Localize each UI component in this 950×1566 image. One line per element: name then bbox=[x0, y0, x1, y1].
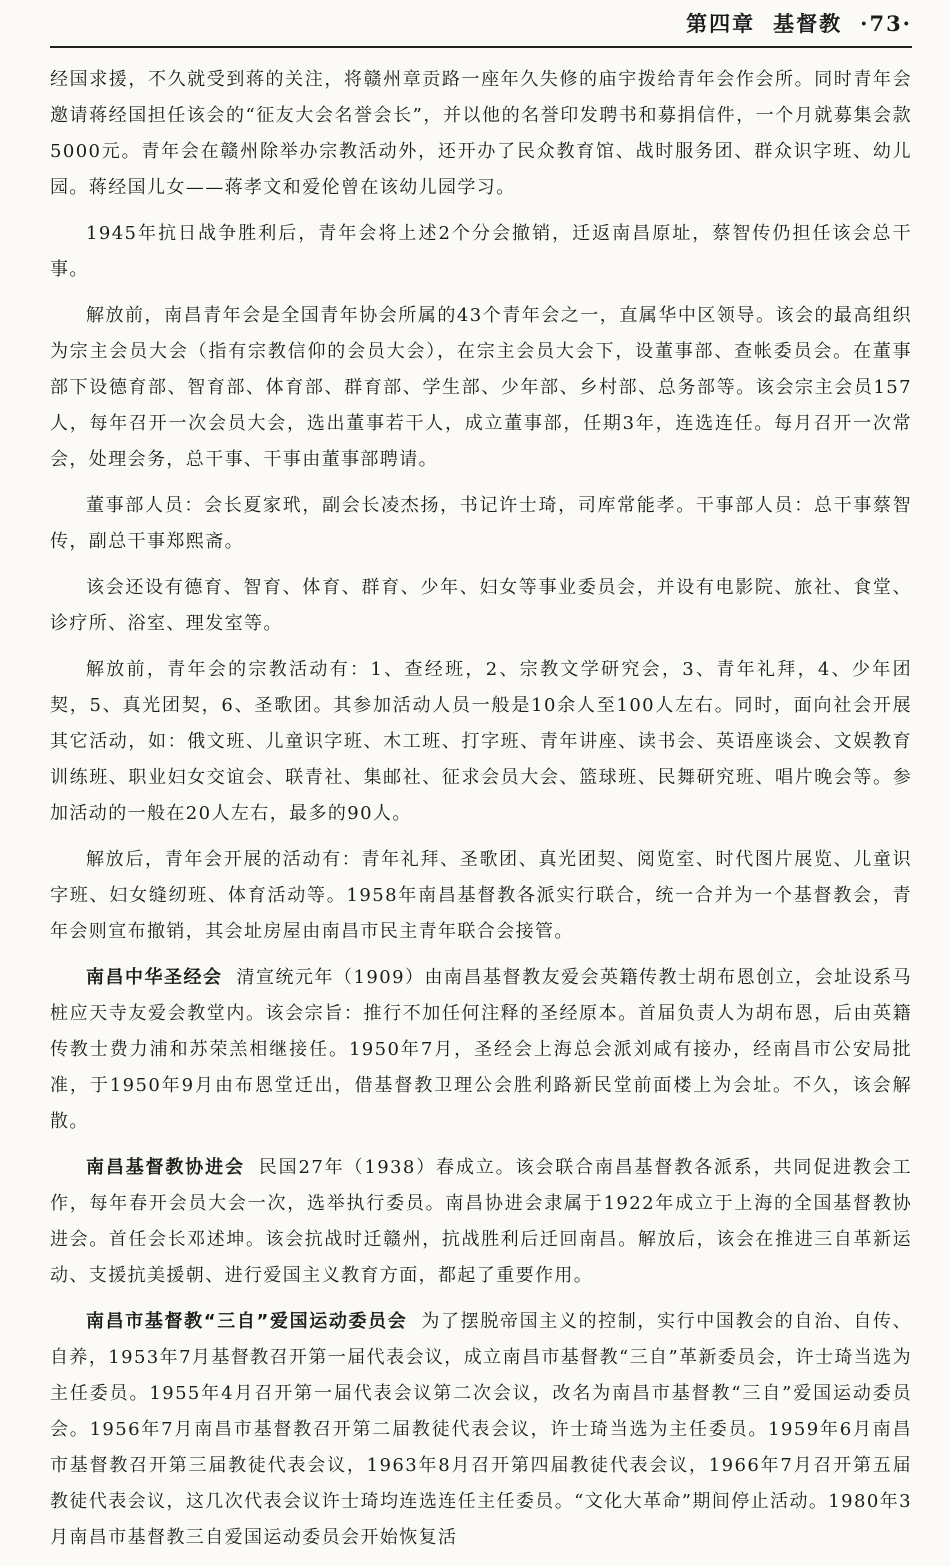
section-paragraph bbox=[50, 960, 912, 1140]
page-body bbox=[50, 62, 912, 1566]
paragraph-text: 经国求援，不久就受到蒋的关注，将赣州章贡路一座年久失修的庙宇拨给青年会作会所。同时青年会邀请蒋经国担任该会的“征友大会名誉会长”，并以他的名誉印发聘书和募捐信件，一个月就募集会款5000元。青年会在赣州除举办宗教活动外，还开办了民众教育馆、战时服务团、群众识字班、幼儿园。蒋经国儿女——蒋孝文和爱伦曾在该幼儿园学习。 bbox=[50, 69, 912, 198]
paragraph-text: 解放前，青年会的宗教活动有：1、查经班，2、宗教文学研究会，3、青年礼拜，4、少年团契，5、真光团契，6、圣歌团。其参加活动人员一般是10余人至100人左右。同时，面向社会开展其它活动，如：俄文班、儿童识字班、木工班、打字班、青年讲座、读书会、英语座谈会、文娱教育训练班、职业妇女交谊会、联青社、集邮社、征求会员大会、篮球班、民舞研究班、唱片晚会等。参加活动的一般在20人左右，最多的90人。 bbox=[50, 659, 912, 824]
paragraph-text: 1945年抗日战争胜利后，青年会将上述2个分会撤销，迁返南昌原址，蔡智传仍担任该会总干事。 bbox=[50, 223, 912, 280]
paragraph bbox=[50, 62, 912, 206]
paragraph bbox=[50, 298, 912, 478]
paragraph-text: 为了摆脱帝国主义的控制，实行中国教会的自治、自传、自养，1953年7月基督教召开第一届代表会议，成立南昌市基督教“三自”革新委员会，许士琦当选为主任委员。1955年4月召开第一届代表会议第二次会议，改名为南昌市基督教“三自”爱国运动委员会。1956年7月南昌市基督教召开第二届教徒代表会议，许士琦当选为主任委员。1959年6月南昌市基督教召开第三届教徒代表会议，1963年8月召开第四届教徒代表会议，1966年7月召开第五届教徒代表会议，这几次代表会议许士琦均连选连任主任委员。“文化大革命”期间停止活动。1980年3月南昌市基督教三自爱国运动委员会开始恢复活 bbox=[50, 1311, 912, 1548]
section-heading: 南昌基督教协进会 bbox=[86, 1157, 245, 1178]
paragraph-text: 民国27年（1938）春成立。该会联合南昌基督教各派系，共同促进教会工作，每年春开会员大会一次，选举执行委员。南昌协进会隶属于1922年成立于上海的全国基督教协进会。首任会长邓述坤。该会抗战时迁赣州，抗战胜利后迁回南昌。解放后，该会在推进三自革新运动、支援抗美援朝、进行爱国主义教育方面，都起了重要作用。 bbox=[50, 1157, 912, 1286]
section-heading: 南昌市基督教“三自”爱国运动委员会 bbox=[86, 1311, 408, 1332]
page-number: ·73· bbox=[860, 10, 912, 36]
paragraph-text: 清宣统元年（1909）由南昌基督教友爱会英籍传教士胡布恩创立，会址设系马桩应天寺友爱会教堂内。该会宗旨：推行不加任何注释的圣经原本。首届负责人为胡布恩，后由英籍传教士费力浦和苏荣羔相继接任。1950年7月，圣经会上海总会派刘咸有接办，经南昌市公安局批准，于1950年9月由布恩堂迁出，借基督教卫理公会胜利路新民堂前面楼上为会址。不久，该会解散。 bbox=[50, 967, 912, 1132]
running-header bbox=[50, 0, 912, 48]
paragraph-text: 该会还设有德育、智育、体育、群育、少年、妇女等事业委员会，并设有电影院、旅社、食堂、诊疗所、浴室、理发室等。 bbox=[50, 577, 912, 634]
paragraph bbox=[50, 488, 912, 560]
section-heading: 南昌中华圣经会 bbox=[86, 967, 223, 988]
paragraph bbox=[50, 216, 912, 288]
paragraph bbox=[50, 570, 912, 642]
paragraph-text: 解放后，青年会开展的活动有：青年礼拜、圣歌团、真光团契、阅览室、时代图片展览、儿童识字班、妇女缝纫班、体育活动等。1958年南昌基督教各派实行联合，统一合并为一个基督教会，青年会则宣布撤销，其会址房屋由南昌市民主青年联合会接管。 bbox=[50, 849, 912, 942]
section-label: 基督教 bbox=[773, 11, 843, 36]
paragraph-text: 解放前，南昌青年会是全国青年协会所属的43个青年会之一，直属华中区领导。该会的最高组织为宗主会员大会（指有宗教信仰的会员大会），在宗主会员大会下，设董事部、查帐委员会。在董事部下设德育部、智育部、体育部、群育部、学生部、少年部、乡村部、总务部等。该会宗主会员157人，每年召开一次会员大会，选出董事若干人，成立董事部，任期3年，连选连任。每月召开一次常会，处理会务，总干事、干事由董事部聘请。 bbox=[50, 305, 912, 470]
paragraph bbox=[50, 842, 912, 950]
paragraph-text: 董事部人员：会长夏家玳，副会长凌杰扬，书记许士琦，司库常能孝。干事部人员：总干事蔡智传，副总干事郑熙斋。 bbox=[50, 495, 912, 552]
paragraph bbox=[50, 652, 912, 832]
section-paragraph bbox=[50, 1150, 912, 1294]
chapter-label: 第四章 bbox=[686, 11, 756, 36]
section-paragraph bbox=[50, 1304, 912, 1556]
